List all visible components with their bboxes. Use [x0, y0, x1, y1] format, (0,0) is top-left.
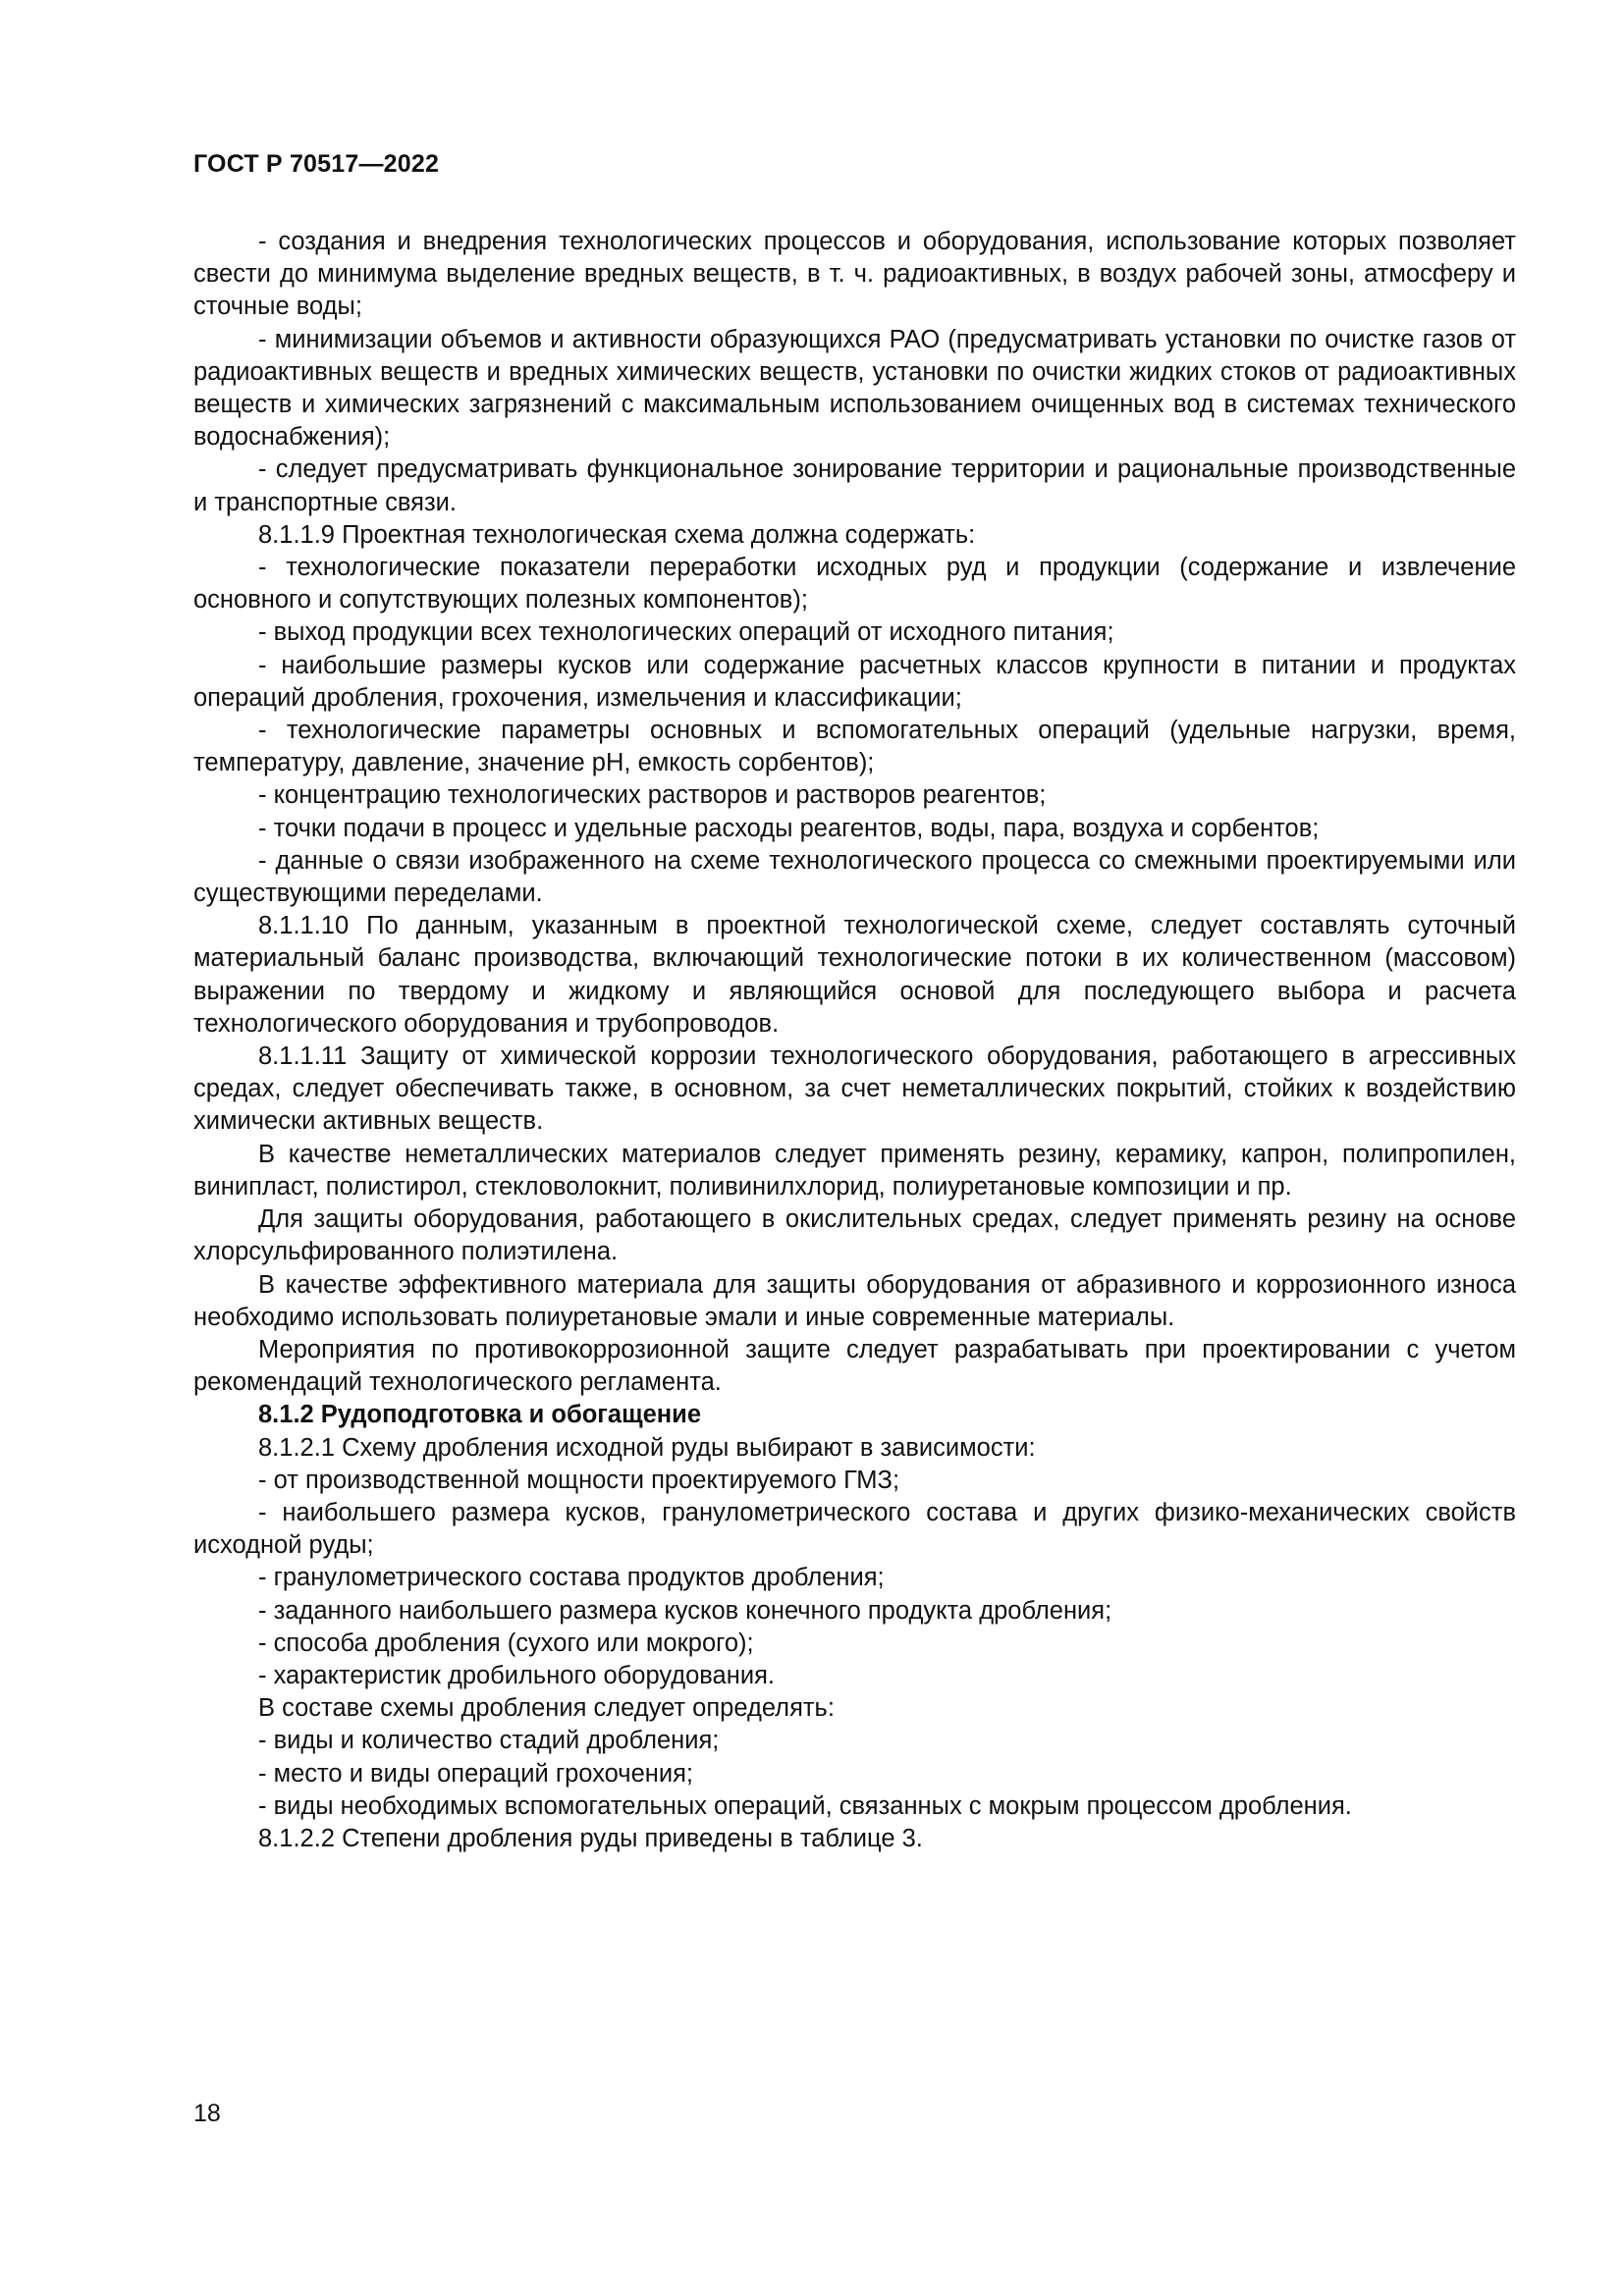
section-heading: 8.1.2 Рудоподготовка и обогащение	[258, 1401, 702, 1429]
paragraph: - создания и внедрения технологических процессов и оборудования, использование которых позволяет свести до минимума выделение вредных веществ, в т. ч. радиоактивных, в воздух рабочей зоны, атмосферу и сточные воды;	[193, 228, 1516, 321]
paragraph: - гранулометрического состава продуктов дробления;	[258, 1564, 885, 1592]
paragraph: 8.1.2.2 Степени дробления руды приведены в таблице 3.	[258, 1824, 923, 1852]
paragraph: 8.1.2.1 Схему дробления исходной руды выбирают в зависимости:	[258, 1433, 1036, 1462]
document-header: ГОСТ Р 70517—2022	[193, 150, 440, 178]
paragraph: 8.1.1.10 По данным, указанным в проектной технологической схеме, следует составлять суточный материальный баланс производства, включающий технологические потоки в их количественном (массовом) выражении по твердому и жидкому и являющийся основой для последующего выбора и расчета технологического оборудования и трубопроводов.	[193, 912, 1516, 1038]
paragraph: - виды и количество стадий дробления;	[258, 1727, 720, 1755]
paragraph: 8.1.1.11 Защиту от химической коррозии технологического оборудования, работающего в агрессивных средах, следует обеспечивать также, в основном, за счет неметаллических покрытий, стойких к воздействию химически активных веществ.	[193, 1042, 1516, 1136]
paragraph: Мероприятия по противокоррозионной защите следует разрабатывать при проектировании с учетом рекомендаций технологического регламента.	[193, 1335, 1516, 1397]
paragraph: - данные о связи изображенного на схеме технологического процесса со смежными проектируемыми или существующими переделами.	[193, 846, 1516, 908]
paragraph: - от производственной мощности проектируемого ГМЗ;	[258, 1466, 900, 1494]
paragraph: - концентрацию технологических растворов и растворов реагентов;	[258, 781, 1047, 810]
document-body	[193, 226, 1516, 1855]
paragraph: - виды необходимых вспомогательных операций, связанных с мокрым процессом дробления.	[258, 1791, 1352, 1820]
paragraph: Для защиты оборудования, работающего в окислительных средах, следует применять резину на основе хлорсульфированного полиэтилена.	[193, 1205, 1516, 1266]
paragraph: В качестве эффективного материала для защиты оборудования от абразивного и коррозионного износа необходимо использовать полиуретановые эмали и иные современные материалы.	[193, 1270, 1516, 1331]
paragraph: 8.1.1.9 Проектная технологическая схема должна содержать:	[258, 520, 976, 549]
paragraph: - наибольшие размеры кусков или содержание расчетных классов крупности в питании и продуктах операций дробления, грохочения, измельчения и классификации;	[193, 651, 1516, 712]
paragraph: - заданного наибольшего размера кусков конечного продукта дробления;	[258, 1596, 1112, 1625]
paragraph: - минимизации объемов и активности образующихся РАО (предусматривать установки по очистке газов от радиоактивных веществ и вредных химических веществ, установки по очистки жидких стоков от радиоактивных веществ и химических загрязнений с максимальным использованием очищенных вод в системах технического водоснабжения);	[193, 325, 1516, 452]
paragraph: - наибольшего размера кусков, гранулометрического состава и других физико-механических свойств исходной руды;	[193, 1498, 1516, 1560]
paragraph: - место и виды операций грохочения;	[258, 1759, 693, 1788]
paragraph: - технологические параметры основных и вспомогательных операций (удельные нагрузки, время, температуру, давление, значение pH, емкость сорбентов);	[193, 717, 1516, 777]
page-number: 18	[193, 2100, 221, 2127]
paragraph: - характеристик дробильного оборудования.	[258, 1661, 775, 1689]
paragraph: - точки подачи в процесс и удельные расходы реагентов, воды, пара, воздуха и сорбентов;	[258, 814, 1320, 842]
paragraph: - технологические показатели переработки исходных руд и продукции (содержание и извлечение основного и сопутствующих полезных компонентов);	[193, 554, 1516, 614]
paragraph: - следует предусматривать функциональное зонирование территории и рациональные производственные и транспортные связи.	[193, 455, 1516, 516]
paragraph: В составе схемы дробления следует определять:	[258, 1694, 835, 1723]
paragraph: В качестве неметаллических материалов следует применять резину, керамику, капрон, полипропилен, винипласт, полистирол, стекловолокнит, поливинилхлорид, полиуретановые композиции и пр.	[193, 1140, 1516, 1201]
paragraph: - способа дробления (сухого или мокрого);	[258, 1629, 754, 1657]
paragraph: - выход продукции всех технологических операций от исходного питания;	[258, 618, 1114, 647]
